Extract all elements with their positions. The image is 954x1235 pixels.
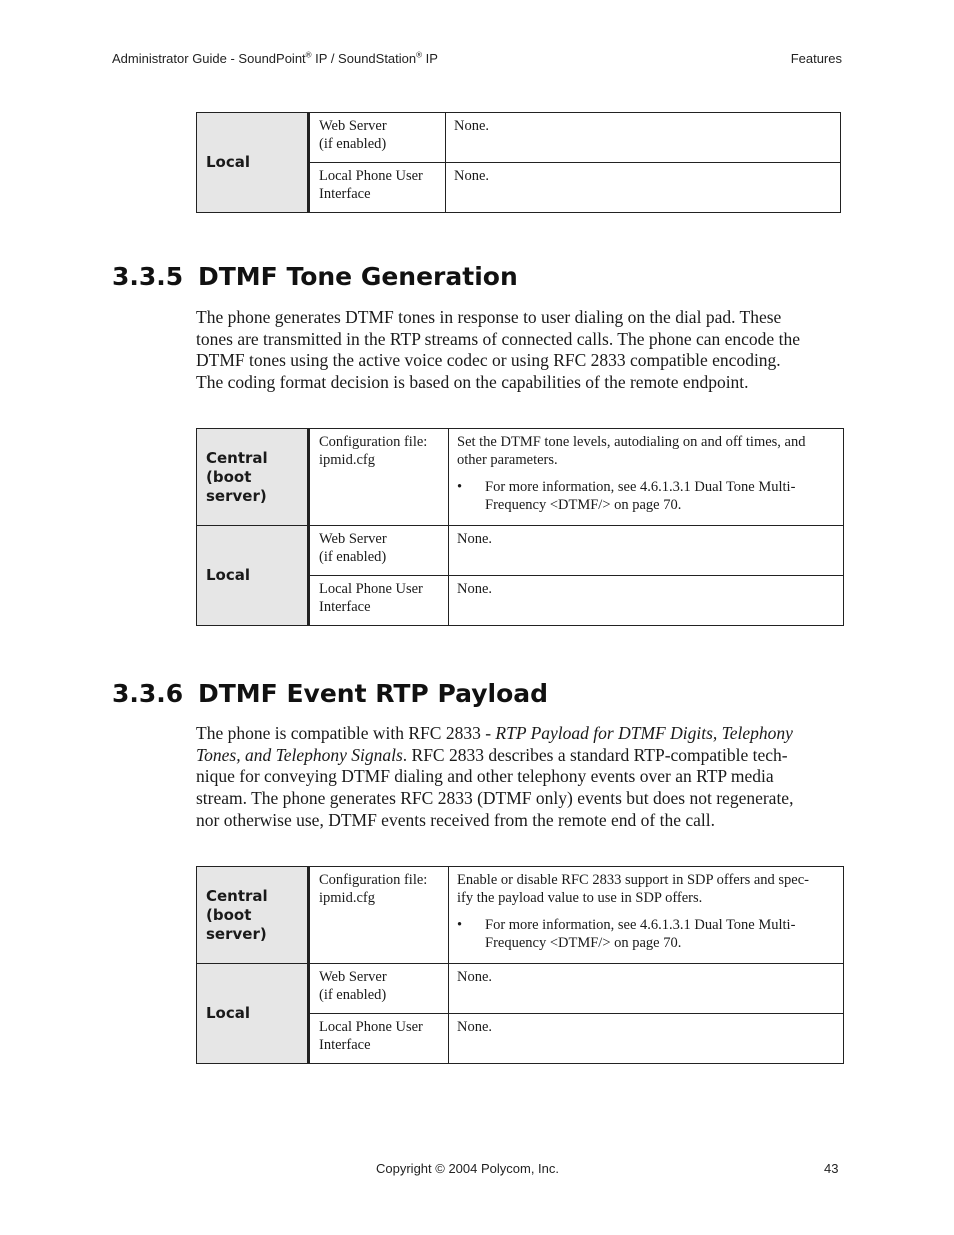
table-row — [197, 964, 844, 1014]
paragraph-line: nique for conveying DTMF dialing and other telephony events over an RTP media — [196, 766, 774, 787]
category-label: server) — [206, 486, 267, 505]
category-label: Local — [206, 1004, 251, 1022]
source-cell — [309, 163, 446, 213]
source-line: Interface — [319, 599, 371, 615]
category-cell — [197, 429, 309, 526]
category-cell — [197, 526, 309, 626]
source-line: ipmid.cfg — [319, 890, 375, 906]
description-cell: None. — [449, 1014, 844, 1064]
source-cell — [309, 526, 449, 576]
description-line: Set the DTMF tone levels, autodialing on and off times, and — [457, 434, 806, 450]
description-line: ify the payload value to use in SDP offers. — [457, 890, 703, 906]
source-line: (if enabled) — [319, 136, 387, 152]
feature-config-table-1 — [196, 112, 841, 213]
section-number: 3.3.5 — [112, 262, 184, 291]
body-paragraph — [196, 723, 846, 832]
header-title-part: Administrator Guide - SoundPoint — [112, 51, 306, 66]
section-number: 3.3.6 — [112, 679, 184, 708]
source-line: Web Server — [319, 969, 387, 985]
category-label: Central — [206, 448, 268, 467]
description-cell: None. — [446, 113, 841, 163]
category-label: Local — [206, 153, 251, 171]
paragraph-line: The coding format decision is based on the capabilities of the remote endpoint. — [196, 372, 749, 393]
paragraph-line: nor otherwise use, DTMF events received from the remote end of the call. — [196, 809, 715, 830]
description-line: other parameters. — [457, 452, 558, 468]
source-line: (if enabled) — [319, 987, 387, 1003]
description-cell: None. — [449, 526, 844, 576]
category-cell — [197, 964, 309, 1064]
running-header-title — [112, 51, 438, 66]
source-line: Local Phone User — [319, 581, 423, 597]
paragraph-line: tones are transmitted in the RTP streams of connected calls. The phone can encode the — [196, 328, 800, 349]
source-line: ipmid.cfg — [319, 452, 375, 468]
description-cell: None. — [449, 964, 844, 1014]
category-label: (boot — [206, 905, 252, 924]
source-line: Local Phone User — [319, 1019, 423, 1035]
bullet-line: For more information, see 4.6.1.3.1 Dual Tone Multi- — [485, 479, 796, 495]
source-line: (if enabled) — [319, 549, 387, 565]
feature-config-table-3 — [196, 866, 844, 1064]
category-label: server) — [206, 924, 267, 943]
source-cell — [309, 113, 446, 163]
source-cell — [309, 576, 449, 626]
bullet-line: Frequency <DTMF/> on page 70. — [485, 497, 682, 513]
footer-copyright: Copyright © 2004 Polycom, Inc. — [376, 1161, 559, 1176]
table-row — [197, 429, 844, 526]
source-line: Configuration file: — [319, 872, 428, 888]
source-line: Local Phone User — [319, 168, 423, 184]
section-heading — [112, 262, 518, 291]
source-cell — [309, 429, 449, 526]
category-label: Local — [206, 566, 251, 584]
source-line: Interface — [319, 186, 371, 202]
registered-mark: ® — [305, 50, 312, 60]
category-cell — [197, 867, 309, 964]
table-row — [197, 867, 844, 964]
body-paragraph — [196, 307, 846, 394]
feature-config-table-2 — [196, 428, 844, 626]
source-cell — [309, 1014, 449, 1064]
source-line: Configuration file: — [319, 434, 428, 450]
description-cell: None. — [446, 163, 841, 213]
bullet-line: For more information, see 4.6.1.3.1 Dual Tone Multi- — [485, 917, 796, 933]
category-cell — [197, 113, 309, 213]
header-title-part: IP / SoundStation — [311, 51, 417, 66]
bullet-icon: • — [457, 479, 463, 495]
section-title: DTMF Event RTP Payload — [198, 679, 549, 708]
paragraph-text: . RFC 2833 describes a standard RTP-compatible tech- — [402, 744, 788, 765]
table-row — [197, 113, 841, 163]
paragraph-line: DTMF tones using the active voice codec or using RFC 2833 compatible encoding. — [196, 350, 781, 371]
description-cell — [449, 429, 844, 526]
bullet-icon: • — [457, 917, 463, 933]
bullet-item — [457, 916, 835, 952]
source-line: Web Server — [319, 531, 387, 547]
category-label: (boot — [206, 467, 252, 486]
bullet-item — [457, 478, 835, 514]
category-label: Central — [206, 886, 268, 905]
description-cell — [449, 867, 844, 964]
source-line: Web Server — [319, 118, 387, 134]
paragraph-text: The phone is compatible with RFC 2833 - — [196, 723, 496, 743]
paragraph-line: stream. The phone generates RFC 2833 (DTMF only) events but does not regenerate, — [196, 788, 794, 809]
table-row — [197, 526, 844, 576]
bullet-line: Frequency <DTMF/> on page 70. — [485, 935, 682, 951]
header-title-part: IP — [422, 51, 438, 66]
source-line: Interface — [319, 1037, 371, 1053]
description-cell: None. — [449, 576, 844, 626]
registered-mark: ® — [416, 50, 423, 60]
rfc-title-italic: Tones, and Telephony Signals — [196, 744, 403, 765]
section-title: DTMF Tone Generation — [198, 262, 518, 291]
source-cell — [309, 964, 449, 1014]
paragraph-line: The phone generates DTMF tones in response to user dialing on the dial pad. These — [196, 307, 782, 327]
description-line: Enable or disable RFC 2833 support in SDP offers and spec- — [457, 872, 809, 888]
rfc-title-italic: RTP Payload for DTMF Digits, Telephony — [495, 723, 793, 743]
source-cell — [309, 867, 449, 964]
section-heading — [112, 679, 548, 708]
page-number: 43 — [824, 1161, 839, 1176]
running-header-section: Features — [790, 51, 842, 66]
